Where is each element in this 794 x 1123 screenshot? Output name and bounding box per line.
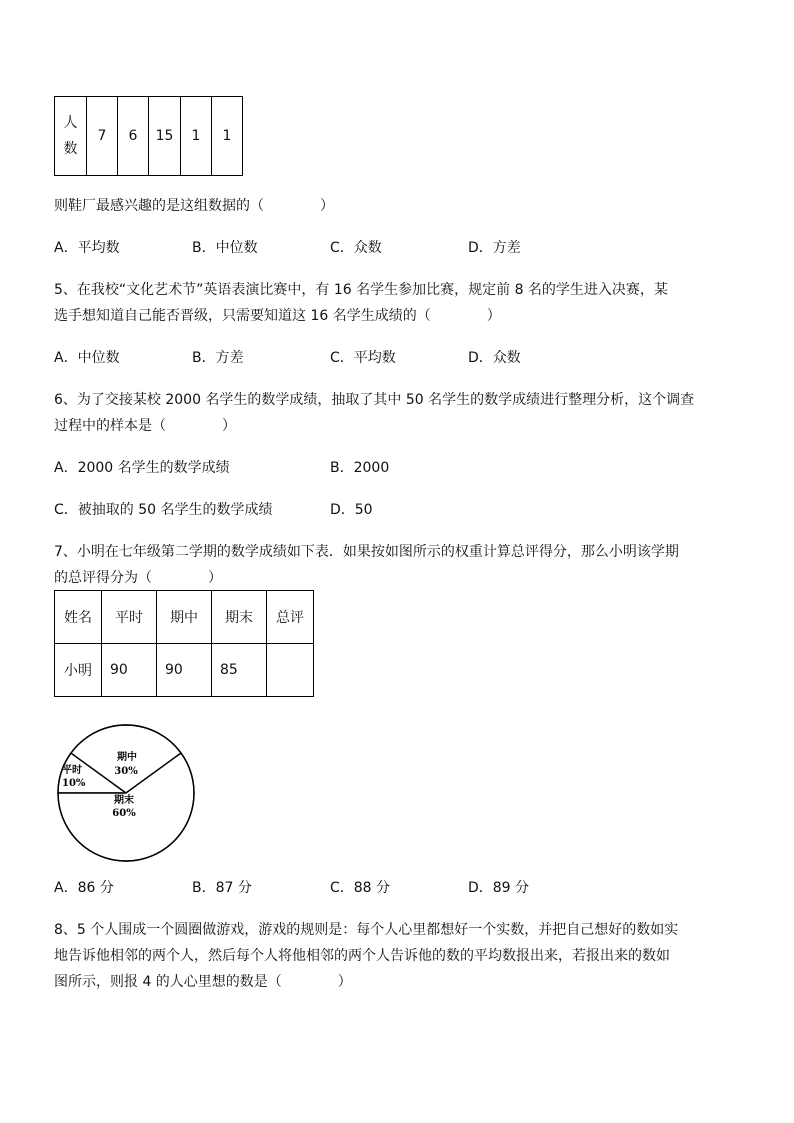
table-cell: 15 bbox=[149, 97, 181, 176]
option-a: A．平均数 bbox=[54, 240, 120, 256]
question-text: 7、小明在七年级第二学期的数学成绩如下表．如果按如图所示的权重计算总评得分，那么小明该学期 bbox=[54, 544, 679, 560]
question-text: 5、在我校“文化艺术节”英语表演比赛中，有 16 名学生参加比赛，规定前 8 名的学生进入决赛，某 bbox=[54, 282, 668, 298]
table-header-row bbox=[55, 591, 314, 644]
slice-value-qizhong: 30% bbox=[114, 766, 138, 777]
header-cell: 期中 bbox=[157, 591, 212, 644]
question-stem: 则鞋厂最感兴趣的是这组数据的（ ） bbox=[54, 198, 334, 214]
table-cell: 7 bbox=[87, 97, 118, 176]
table-row bbox=[55, 97, 243, 176]
option-c: C．平均数 bbox=[330, 350, 396, 366]
question-text: 的总评得分为（ ） bbox=[54, 570, 222, 586]
question-text: 地告诉他相邻的两个人，然后每个人将他相邻的两个人告诉他的数的平均数报出来，若报出来的数如 bbox=[54, 948, 670, 964]
slice-value-pingshi: 10% bbox=[62, 778, 86, 789]
question-text: 过程中的样本是（ ） bbox=[54, 418, 236, 434]
option-b: B．方差 bbox=[192, 350, 244, 366]
table-cell: 90 bbox=[157, 644, 212, 697]
question-text: 选手想知道自己能否晋级，只需要知道这 16 名学生成绩的（ ） bbox=[54, 308, 501, 324]
slice-value-qimo: 60% bbox=[112, 808, 136, 819]
option-d: D．众数 bbox=[468, 350, 521, 366]
question-text: 图所示，则报 4 的人心里想的数是（ ） bbox=[54, 974, 352, 990]
table-cell: 90 bbox=[102, 644, 157, 697]
table-cell bbox=[267, 644, 314, 697]
question-text: 6、为了交接某校 2000 名学生的数学成绩，抽取了其中 50 名学生的数学成绩进行整理分析，这个调查 bbox=[54, 392, 695, 408]
option-c: C．88 分 bbox=[330, 880, 391, 896]
table-cell: 85 bbox=[212, 644, 267, 697]
header-cell: 总评 bbox=[267, 591, 314, 644]
table-cell: 6 bbox=[118, 97, 149, 176]
row-header-text: 人数 bbox=[63, 115, 78, 157]
option-a: A．2000 名学生的数学成绩 bbox=[54, 460, 230, 476]
option-d: D．89 分 bbox=[468, 880, 530, 896]
table-row bbox=[55, 644, 314, 697]
option-d: D．50 bbox=[330, 502, 373, 518]
option-a: A．中位数 bbox=[54, 350, 120, 366]
header-cell: 平时 bbox=[102, 591, 157, 644]
slice-label-qimo: 期末 bbox=[114, 795, 134, 806]
row-header-cell bbox=[55, 97, 87, 176]
header-cell: 姓名 bbox=[55, 591, 102, 644]
weight-pie-chart bbox=[56, 718, 196, 868]
slice-label-pingshi: 平时 bbox=[62, 765, 82, 776]
option-b: B．87 分 bbox=[192, 880, 252, 896]
option-a: A．86 分 bbox=[54, 880, 114, 896]
option-c: C．被抽取的 50 名学生的数学成绩 bbox=[54, 502, 273, 518]
slice-label-qizhong: 期中 bbox=[117, 752, 137, 763]
option-b: B．2000 bbox=[330, 460, 390, 476]
table-cell: 1 bbox=[212, 97, 243, 176]
grades-table bbox=[54, 590, 314, 697]
option-b: B．中位数 bbox=[192, 240, 258, 256]
frequency-table bbox=[54, 96, 243, 176]
table-cell: 小明 bbox=[55, 644, 102, 697]
option-c: C．众数 bbox=[330, 240, 382, 256]
question-text: 8、5 个人围成一个圆圈做游戏，游戏的规则是：每个人心里都想好一个实数，并把自己想好的数如实 bbox=[54, 922, 679, 938]
option-d: D．方差 bbox=[468, 240, 521, 256]
header-cell: 期末 bbox=[212, 591, 267, 644]
table-cell: 1 bbox=[181, 97, 212, 176]
